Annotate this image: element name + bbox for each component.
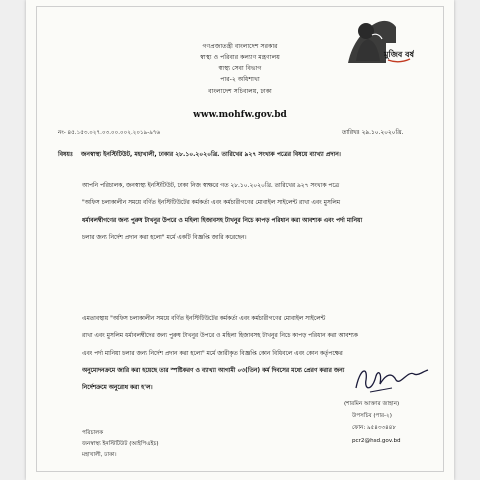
recipient-address: মহাখালী, ঢাকা। xyxy=(82,452,117,458)
body-line: এমতাবস্থায় "অফিস চলাকালীন সময়ে বর্ণিত ইনস্টিটিউটের কর্মকর্তা এবং কর্মচারীগণের মোবাইল সাইলেন্ট xyxy=(82,316,326,322)
body-paragraph-1 xyxy=(82,178,434,247)
body-line: "অফিস চলাকালীন সময়ে বর্ণিত ইনস্টিটিউটের কর্মকর্তা এবং কর্মচারীগণের মোবাইল সাইলেন্ট রাখা এবং মুসলিম xyxy=(82,200,341,207)
signatory-email: pcr2@hsd.gov.bd xyxy=(352,437,401,444)
division-name: স্বাস্থ্য সেবা বিভাগ xyxy=(218,65,262,72)
logo-text: মুজিব বর্ষ xyxy=(384,50,414,59)
body-line: চলার জন্য নির্দেশ প্রদান করা হলো" মর্মে একটি বিজ্ঞপ্তি জারি করেছেন। xyxy=(82,234,247,241)
body-line: ধর্মাবলম্বীগণের জন্য পুরুষ টাখনুর উপরে ও মহিলা হিজাবসহ টাখনুর নিচে কাপড় পরিধান করা আবশ্যক এবং পর্দা মানিয়া xyxy=(82,217,363,224)
body-line: এবং পর্দা মানিয়া চলার জন্য নির্দেশ প্রদান করা হলো" মর্মে জারীকৃত বিজ্ঞপ্তি কোন বিধিবলে এবং কোন কর্তৃপক্ষের xyxy=(82,350,343,357)
body-line: রাখা এবং মুসলিম ধর্মাবলম্বীদের জন্য পুরুষ টাখনুর উপরে ও মহিলা হিজাবসহ টাখনুর নিচে কাপড় পরিধান করা আবশ্যক xyxy=(82,333,358,340)
ministry-website: www.mohfw.gov.bd xyxy=(193,110,287,120)
govt-name: গণপ্রজাতন্ত্রী বাংলাদেশ সরকার xyxy=(202,43,278,50)
handwritten-signature xyxy=(352,362,432,396)
letter-page xyxy=(26,0,454,480)
signatory-phone: ফোন: ৯৫৪৩৩৪৪৮ xyxy=(352,425,397,432)
memo-date: তারিখঃ ২৯.১০.২০২০খ্রি. xyxy=(342,130,404,136)
body-line: অনুমোদনক্রমে জারি করা হয়েছে তার স্পষ্টিকরণ ও ব্যাখ্যা আগামী ০৩(তিন) কর্ম দিবসের মধ্যে প্রেরণ করার জন্য xyxy=(82,367,345,374)
recipient-block xyxy=(82,428,159,461)
subject-line xyxy=(58,149,341,160)
subject-text: জনস্বাস্থ্য ইনস্টিটিউট, মহাখালী, ঢাকার ২৮.১০.২০২০খ্রি. তারিখের ৯২৭ সংখ্যক পত্রের বিষয়ে ব্যাখ্যা প্রদান। xyxy=(81,151,341,158)
signatory-block xyxy=(344,398,401,447)
memo-number: নং- ৪৫.১৫৩.০২৭.০৩.০০.০০২.২০১৯-৯৭৬ xyxy=(58,130,161,136)
subject-label: বিষয়ঃ xyxy=(58,151,74,158)
ministry-name: স্বাস্থ্য ও পরিবার কল্যাণ মন্ত্রণালয় xyxy=(200,54,280,61)
signature-icon xyxy=(352,362,432,396)
signatory-designation: উপসচিব (পার-২) xyxy=(352,413,392,420)
office-location: বাংলাদেশ সচিবালয়, ঢাকা xyxy=(208,88,272,95)
branch-name: পার-২ অধিশাখা xyxy=(220,76,260,83)
body-line: আপনি পরিচালক, জনস্বাস্থ্য ইনস্টিটিউট, ঢাকা নিজ স্বাক্ষরে গত ২৮.১০.২০২০খ্রি. তারিখের ৯২৭ সংখ্যক পত্রে xyxy=(82,183,340,189)
body-line: নির্দেশক্রমে অনুরোধ করা হ'ল। xyxy=(82,385,153,392)
recipient-title: পরিচালক xyxy=(82,430,104,436)
recipient-office: জনস্বাস্থ্য ইনস্টিটিউট (আইপিএইচ) xyxy=(82,441,159,447)
signatory-name: (শারমিন আক্তার জাহান) xyxy=(344,401,400,407)
